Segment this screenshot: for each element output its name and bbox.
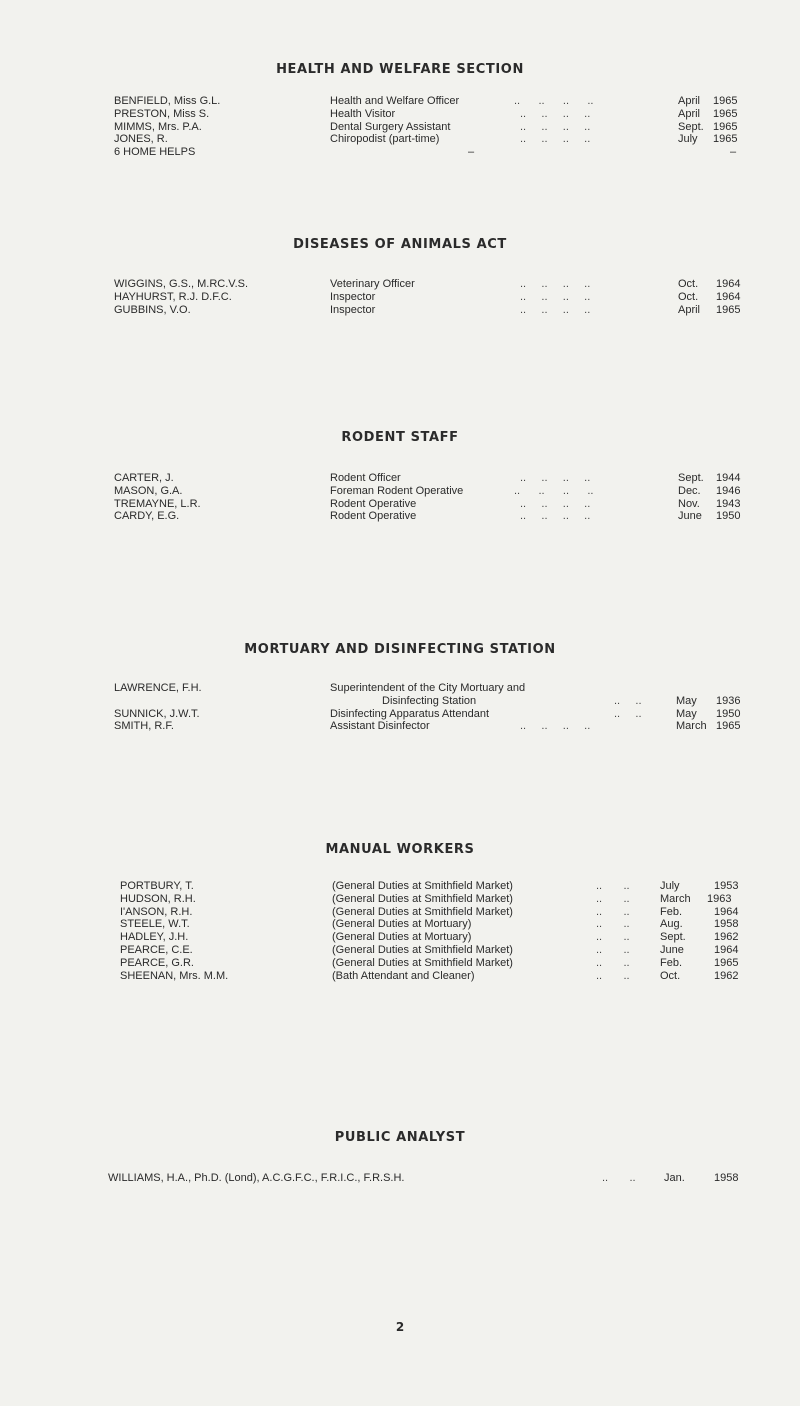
start-year: 1958 xyxy=(714,1172,739,1184)
staff-row xyxy=(0,906,800,919)
start-year: 1936 xyxy=(716,694,741,707)
staff-row xyxy=(0,931,800,944)
staff-role: Veterinary Officer xyxy=(330,278,415,290)
start-month: Oct. xyxy=(678,290,699,303)
dot-leader: .. .. .. .. xyxy=(520,290,591,303)
staff-name: SUNNICK, J.W.T. xyxy=(114,707,200,720)
start-month: July xyxy=(678,133,698,146)
start-year: 1965 xyxy=(713,95,738,107)
start-month: Nov. xyxy=(678,497,700,510)
manual-staff-list xyxy=(0,880,800,982)
start-year: 1965 xyxy=(716,720,741,733)
staff-role: (General Duties at Smithfield Market) xyxy=(332,956,513,969)
dot-leader: .. .. .. .. xyxy=(514,95,594,107)
staff-role: Inspector xyxy=(330,290,376,303)
staff-name: STEELE, W.T. xyxy=(120,918,190,931)
staff-role: (General Duties at Smithfield Market) xyxy=(332,892,513,905)
staff-role: Inspector xyxy=(330,303,376,316)
staff-role: Disinfecting Apparatus Attendant xyxy=(330,707,489,720)
staff-name: HUDSON, R.H. xyxy=(120,892,196,905)
dot-leader: .. .. xyxy=(596,969,630,982)
dot-leader: .. .. xyxy=(596,905,630,918)
start-year: 1965 xyxy=(713,133,738,146)
staff-name: HADLEY, J.H. xyxy=(120,931,189,944)
start-month: Oct. xyxy=(660,969,681,982)
start-month: July xyxy=(660,880,680,892)
staff-role: Rodent Operative xyxy=(330,497,417,510)
dot-leader: .. .. .. .. xyxy=(514,484,594,497)
staff-role: Chiropodist (part-time) xyxy=(330,133,440,146)
staff-role: (General Duties at Smithfield Market) xyxy=(332,905,513,918)
staff-row xyxy=(0,95,800,108)
dot-leader: .. .. xyxy=(596,943,630,956)
staff-name: PEARCE, G.R. xyxy=(120,956,194,969)
staff-row xyxy=(0,291,800,304)
start-year: 1962 xyxy=(714,969,739,982)
dot-leader: .. .. .. .. xyxy=(520,497,591,510)
start-month: Jan. xyxy=(664,1172,685,1184)
staff-name: MASON, G.A. xyxy=(114,484,183,497)
staff-name: WIGGINS, G.S., M.RC.V.S. xyxy=(114,278,249,290)
start-month: Sept. xyxy=(678,120,704,133)
staff-role: Dental Surgery Assistant xyxy=(330,120,451,133)
section-heading-analyst: PUBLIC ANALYST xyxy=(334,1130,466,1145)
staff-role: (General Duties at Mortuary) xyxy=(332,931,472,944)
animals-staff-list xyxy=(0,278,800,316)
staff-role: (General Duties at Smithfield Market) xyxy=(332,943,513,956)
start-year: 1965 xyxy=(716,303,741,316)
staff-row xyxy=(0,510,800,523)
staff-name: GUBBINS, V.O. xyxy=(114,303,191,316)
analyst-staff-list xyxy=(0,1172,800,1185)
staff-role-continued: Disinfecting Station xyxy=(382,694,477,707)
dot-leader: .. .. .. .. xyxy=(520,120,591,133)
staff-row xyxy=(0,970,800,983)
dot-leader: .. .. .. .. xyxy=(520,510,591,523)
dot-leader: .. .. xyxy=(596,918,630,931)
dot-leader: .. .. .. .. xyxy=(520,278,591,290)
dot-leader: .. .. .. .. xyxy=(520,472,591,484)
start-year: 1965 xyxy=(714,956,739,969)
staff-row xyxy=(0,278,800,291)
mortuary-staff-list xyxy=(0,682,800,733)
start-month: Feb. xyxy=(660,905,683,918)
start-month: Aug. xyxy=(660,918,683,931)
staff-name: MIMMS, Mrs. P.A. xyxy=(114,120,202,133)
staff-row xyxy=(0,708,800,721)
start-month: June xyxy=(678,510,702,523)
staff-name: CARDY, E.G. xyxy=(114,510,180,523)
rodent-staff-list xyxy=(0,472,800,523)
dot-leader: .. .. xyxy=(614,694,642,707)
dot-leader: .. .. .. .. xyxy=(520,720,591,733)
staff-role: Health Visitor xyxy=(330,107,396,120)
staff-name: HAYHURST, R.J. D.F.C. xyxy=(114,290,232,303)
staff-row xyxy=(0,682,800,695)
staff-row xyxy=(0,472,800,485)
staff-row xyxy=(0,121,800,134)
start-month: Feb. xyxy=(660,956,683,969)
staff-row xyxy=(0,108,800,121)
staff-row xyxy=(0,918,800,931)
staff-row-continued xyxy=(0,695,800,708)
section-heading-health: HEALTH AND WELFARE SECTION xyxy=(276,62,524,77)
start-year: 1953 xyxy=(714,880,739,892)
staff-name: TREMAYNE, L.R. xyxy=(114,497,201,510)
staff-row xyxy=(0,498,800,511)
section-heading-mortuary: MORTUARY AND DISINFECTING STATION xyxy=(244,642,556,657)
staff-role: Rodent Operative xyxy=(330,510,417,523)
start-month: Sept. xyxy=(660,931,686,944)
staff-row xyxy=(0,146,800,159)
start-year: 1964 xyxy=(716,278,741,290)
start-year: 1964 xyxy=(716,290,741,303)
staff-name: 6 HOME HELPS xyxy=(114,146,196,159)
staff-row xyxy=(0,880,800,893)
staff-role: (Bath Attendant and Cleaner) xyxy=(332,969,475,982)
dot-leader: .. .. .. .. xyxy=(520,107,591,120)
start-month: March xyxy=(676,720,707,733)
staff-name: BENFIELD, Miss G.L. xyxy=(114,95,221,107)
start-month: April xyxy=(678,95,701,107)
start-year: 1950 xyxy=(716,707,741,720)
dot-leader: .. .. xyxy=(602,1172,636,1184)
section-heading-rodent: RODENT STAFF xyxy=(341,430,459,445)
staff-role: (General Duties at Smithfield Market) xyxy=(332,880,513,892)
staff-row xyxy=(0,720,800,733)
start-year: 1964 xyxy=(714,943,739,956)
date-dash: – xyxy=(730,146,737,159)
staff-name: LAWRENCE, F.H. xyxy=(114,682,202,694)
staff-role: Health and Welfare Officer xyxy=(330,95,460,107)
dot-leader: .. .. .. .. xyxy=(520,133,591,146)
staff-row xyxy=(0,304,800,317)
start-year: 1958 xyxy=(714,918,739,931)
staff-name: CARTER, J. xyxy=(114,472,174,484)
staff-role: Rodent Officer xyxy=(330,472,401,484)
start-month: June xyxy=(660,943,684,956)
start-year: 1946 xyxy=(716,484,741,497)
staff-row xyxy=(0,485,800,498)
dot-leader: .. .. xyxy=(596,892,630,905)
staff-name: I'ANSON, R.H. xyxy=(120,905,193,918)
staff-role: (General Duties at Mortuary) xyxy=(332,918,472,931)
staff-name: SMITH, R.F. xyxy=(114,720,174,733)
staff-role: Foreman Rodent Operative xyxy=(330,484,464,497)
start-year: 1962 xyxy=(714,931,739,944)
staff-name: JONES, R. xyxy=(114,133,168,146)
staff-role: Superintendent of the City Mortuary and xyxy=(330,682,526,694)
staff-name: PEARCE, C.E. xyxy=(120,943,193,956)
start-month: April xyxy=(678,107,701,120)
staff-name: SHEENAN, Mrs. M.M. xyxy=(120,969,229,982)
staff-row xyxy=(0,893,800,906)
staff-row xyxy=(0,133,800,146)
staff-row xyxy=(0,1172,800,1185)
start-month: March xyxy=(660,892,691,905)
section-heading-animals: DISEASES OF ANIMALS ACT xyxy=(293,237,507,252)
start-month: May xyxy=(676,694,697,707)
dot-leader: .. .. xyxy=(596,931,630,944)
staff-role: Assistant Disinfector xyxy=(330,720,430,733)
start-month: Sept. xyxy=(678,472,704,484)
start-month: April xyxy=(678,303,701,316)
staff-row xyxy=(0,944,800,957)
start-month: Oct. xyxy=(678,278,699,290)
start-year: 1963 xyxy=(707,892,732,905)
health-staff-list xyxy=(0,95,800,159)
staff-name: WILLIAMS, H.A., Ph.D. (Lond), A.C.G.F.C., F.R.I.C., F.R.S.H. xyxy=(108,1172,405,1184)
start-year: 1950 xyxy=(716,510,741,523)
section-heading-manual: MANUAL WORKERS xyxy=(325,842,475,857)
start-year: 1965 xyxy=(713,120,738,133)
role-dash: – xyxy=(468,146,475,159)
dot-leader: .. .. xyxy=(596,956,630,969)
start-month: May xyxy=(676,707,697,720)
page-number: 2 xyxy=(395,1320,405,1334)
staff-name: PORTBURY, T. xyxy=(120,880,194,892)
start-month: Dec. xyxy=(678,484,701,497)
start-year: 1964 xyxy=(714,905,739,918)
start-year: 1944 xyxy=(716,472,741,484)
dot-leader: .. .. xyxy=(614,707,642,720)
start-year: 1943 xyxy=(716,497,741,510)
staff-row xyxy=(0,957,800,970)
start-year: 1965 xyxy=(713,107,738,120)
staff-name: PRESTON, Miss S. xyxy=(114,107,210,120)
dot-leader: .. .. xyxy=(596,880,630,892)
dot-leader: .. .. .. .. xyxy=(520,303,591,316)
